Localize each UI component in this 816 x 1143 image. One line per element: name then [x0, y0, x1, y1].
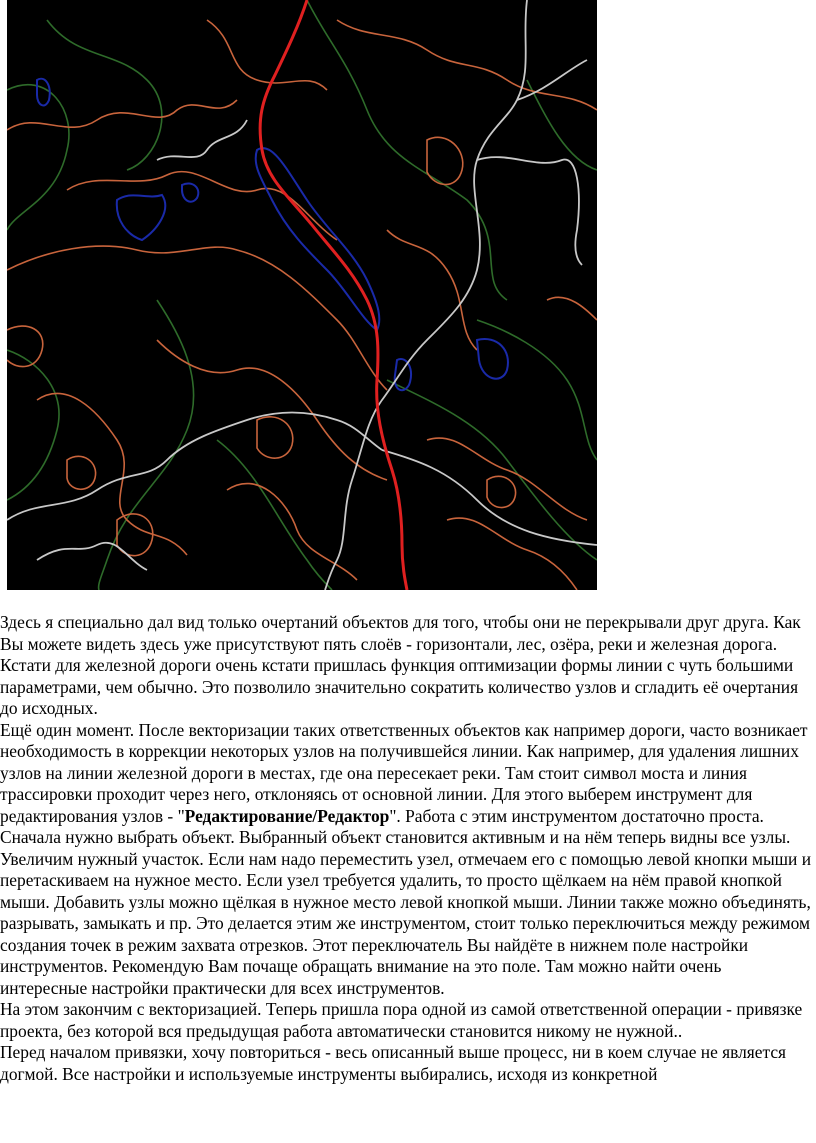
tool-name-editor: Редактирование/Редактор	[184, 805, 390, 826]
map-background	[7, 0, 597, 590]
paragraph-node-editing-text: Ещё один момент. После векторизации таких ответственных объектов как например дороги, часто возникает необходимость в коррекции некоторых узлов на получившейся линии. Как например, для удаления лишних узлов на линии железной дороги в местах, где она пересекает реки. Там стоит символ моста и линия трассировки проходит через него, отклоняясь от основной линии. Для этого выберем инструмент для редактирования узлов - "	[0, 719, 808, 826]
vector-map-image	[7, 0, 597, 590]
paragraph-node-editing-continued: ". Работа с этим инструментом достаточно проста. Сначала нужно выбрать объект. Выбранный объект становится активным и на нём теперь видны все узлы. Увеличим нужный участок. Если нам надо переместить узел, отмечаем его с помощью левой кнопки мыши и перетаскиваем на нужное место. Если узел требуется удалить, то просто щёлкаем на нём правой кнопкой мыши. Добавить узлы можно щёлкая в нужное место левой кнопкой мыши. Линии также можно объединять, разрывать, замыкать и пр. Это делается этим же инструментом, стоит только переключиться между режимом создания точек в режим захвата отрезков. Этот переключатель Вы найдёте в нижнем поле настройки инструментов. Рекомендую Вам почаще обращать внимание на это поле. Там можно найти очень интересные настройки практически для всех инструментов.	[0, 805, 812, 998]
article-body	[0, 612, 812, 1085]
paragraph-layers-description: Здесь я специально дал вид только очертаний объектов для того, чтобы они не перекрывали друг друга. Как Вы можете видеть здесь уже присутствуют пять слоёв - горизонтали, лес, озёра, реки и железная дорога. Кстати для железной дороги очень кстати пришлась функция оптимизации формы линии с чуть большими параметрами, чем обычно. Это позволило значительно сократить количество узлов и сгладить её очертания до исходных.	[0, 612, 801, 718]
paragraph-node-editing	[0, 720, 812, 1000]
map-layers	[7, 0, 597, 590]
paragraph-georeferencing-intro: На этом закончим с векторизацией. Теперь пришла пора одной из самой ответственной операции - привязке проекта, без которой вся предыдущая работа автоматически становится никому не нужной..	[0, 999, 803, 1041]
paragraph-georeferencing-note: Перед началом привязки, хочу повториться - весь описанный выше процесс, ни в коем случае не является догмой. Все настройки и используемые инструменты выбирались, исходя из конкретной	[0, 1042, 787, 1084]
